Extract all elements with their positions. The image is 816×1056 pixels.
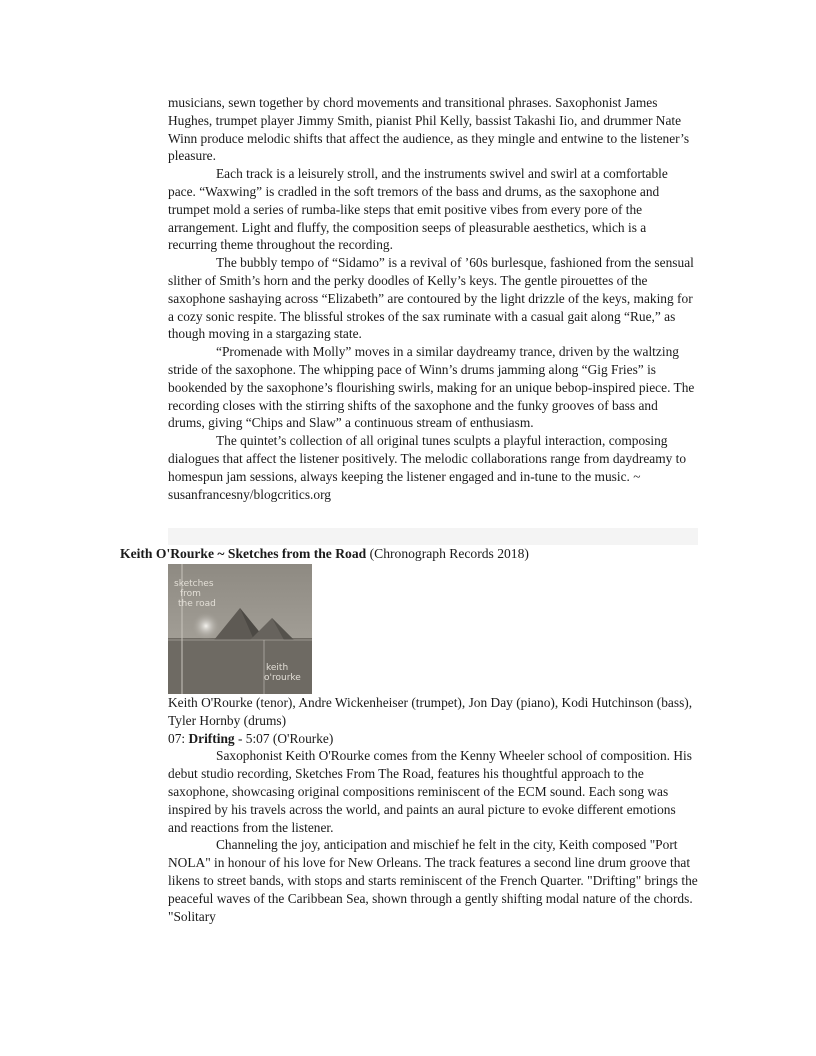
svg-text:from: from (180, 589, 201, 599)
review-1-body (168, 94, 696, 503)
track-title: Drifting (188, 730, 235, 746)
svg-text:the road: the road (178, 599, 216, 609)
review-1-paragraph: The bubbly tempo of “Sidamo” is a revival of ’60s burlesque, fashioned from the sensual slither of Smith’s horn and the perky doodles of Kelly’s keys. The gentle pirouettes of the saxophone sashaying across “Elizabeth” are contoured by the light drizzle of the keys, making for a cozy sonic respite. The blissful strokes of the sax ruminate with a casual gait along “Rue,” as though moving in a stargazing state. (168, 255, 694, 342)
review-1-paragraph: “Promenade with Molly” moves in a similar daydreamy trance, driven by the waltzing stride of the saxophone. The whipping pace of Winn’s drums jamming along “Gig Fries” is bookended by the saxophone’s flourishing swirls, making for an unique bebop-inspired piece. The recording closes with the stirring shifts of the saxophone and the funky grooves of bass and drums, giving “Chips and Slaw” a continuous stream of enthusiasm. (168, 344, 695, 431)
album-title: Keith O'Rourke ~ Sketches from the Road (120, 546, 367, 561)
review-2-paragraph: Channeling the joy, anticipation and mischief he felt in the city, Keith composed "Port NOLA" in honour of his love for New Orleans. The track features a second line drum groove that likens to street bands, with stops and starts reminiscent of the French Quarter. "Drifting" brings the peaceful waves of the Caribbean Sea, shown through a gently shifting modal nature of the chords. "Solitary (168, 837, 698, 924)
album-label-year: (Chronograph Records 2018) (366, 546, 529, 561)
featured-track-line: 07: Drifting - 5:07 (O'Rourke) (168, 730, 334, 746)
personnel-line: Keith O'Rourke (tenor), Andre Wickenheiser (trumpet), Jon Day (piano), Kodi Hutchinson (bass), Tyler Hornby (drums) (168, 695, 693, 728)
review-1-paragraph: Each track is a leisurely stroll, and the instruments swivel and swirl at a comfortable pace. “Waxwing” is cradled in the soft tremors of the bass and drums, as the saxophone and trumpet mold a series of rumba-like steps that emit positive vibes from every pore of the arrangement. Light and fluffy, the composition seeps of pleasurable aesthetics, which is a recurring theme throughout the recording. (168, 166, 668, 253)
section-divider (168, 528, 698, 545)
review-1-paragraph: musicians, sewn together by chord movements and transitional phrases. Saxophonist James Hughes, trumpet player Jimmy Smith, pianist Phil Kelly, bassist Takashi Iio, and drummer Nate Winn produce melodic shifts that affect the audience, as they mingle and entwine to the listener’s pleasure. (168, 95, 690, 164)
cover-artist-text: keith (266, 663, 289, 673)
cover-title-text: sketches (174, 579, 214, 589)
review-2-heading (120, 545, 740, 563)
svg-text:o'rourke: o'rourke (264, 673, 301, 683)
album-cover-image (168, 564, 312, 694)
review-1-paragraph: The quintet’s collection of all original tunes sculpts a playful interaction, composing dialogues that affect the listener positively. The melodic collaborations range from daydreamy to homespun jam sessions, always keeping the listener engaged and in-tune to the music. ~ susanfrancesny/blogcritics.org (168, 433, 687, 502)
review-2-body (168, 694, 698, 925)
review-2-paragraph: Saxophonist Keith O'Rourke comes from the Kenny Wheeler school of composition. His debut studio recording, Sketches From The Road, features his thoughtful approach to the saxophone, showcasing original compositions reminiscent of the ECM sound. Each song was inspired by his travels across the world, and paints an aural picture to evoke different emotions and reactions from the listener. (168, 748, 692, 835)
